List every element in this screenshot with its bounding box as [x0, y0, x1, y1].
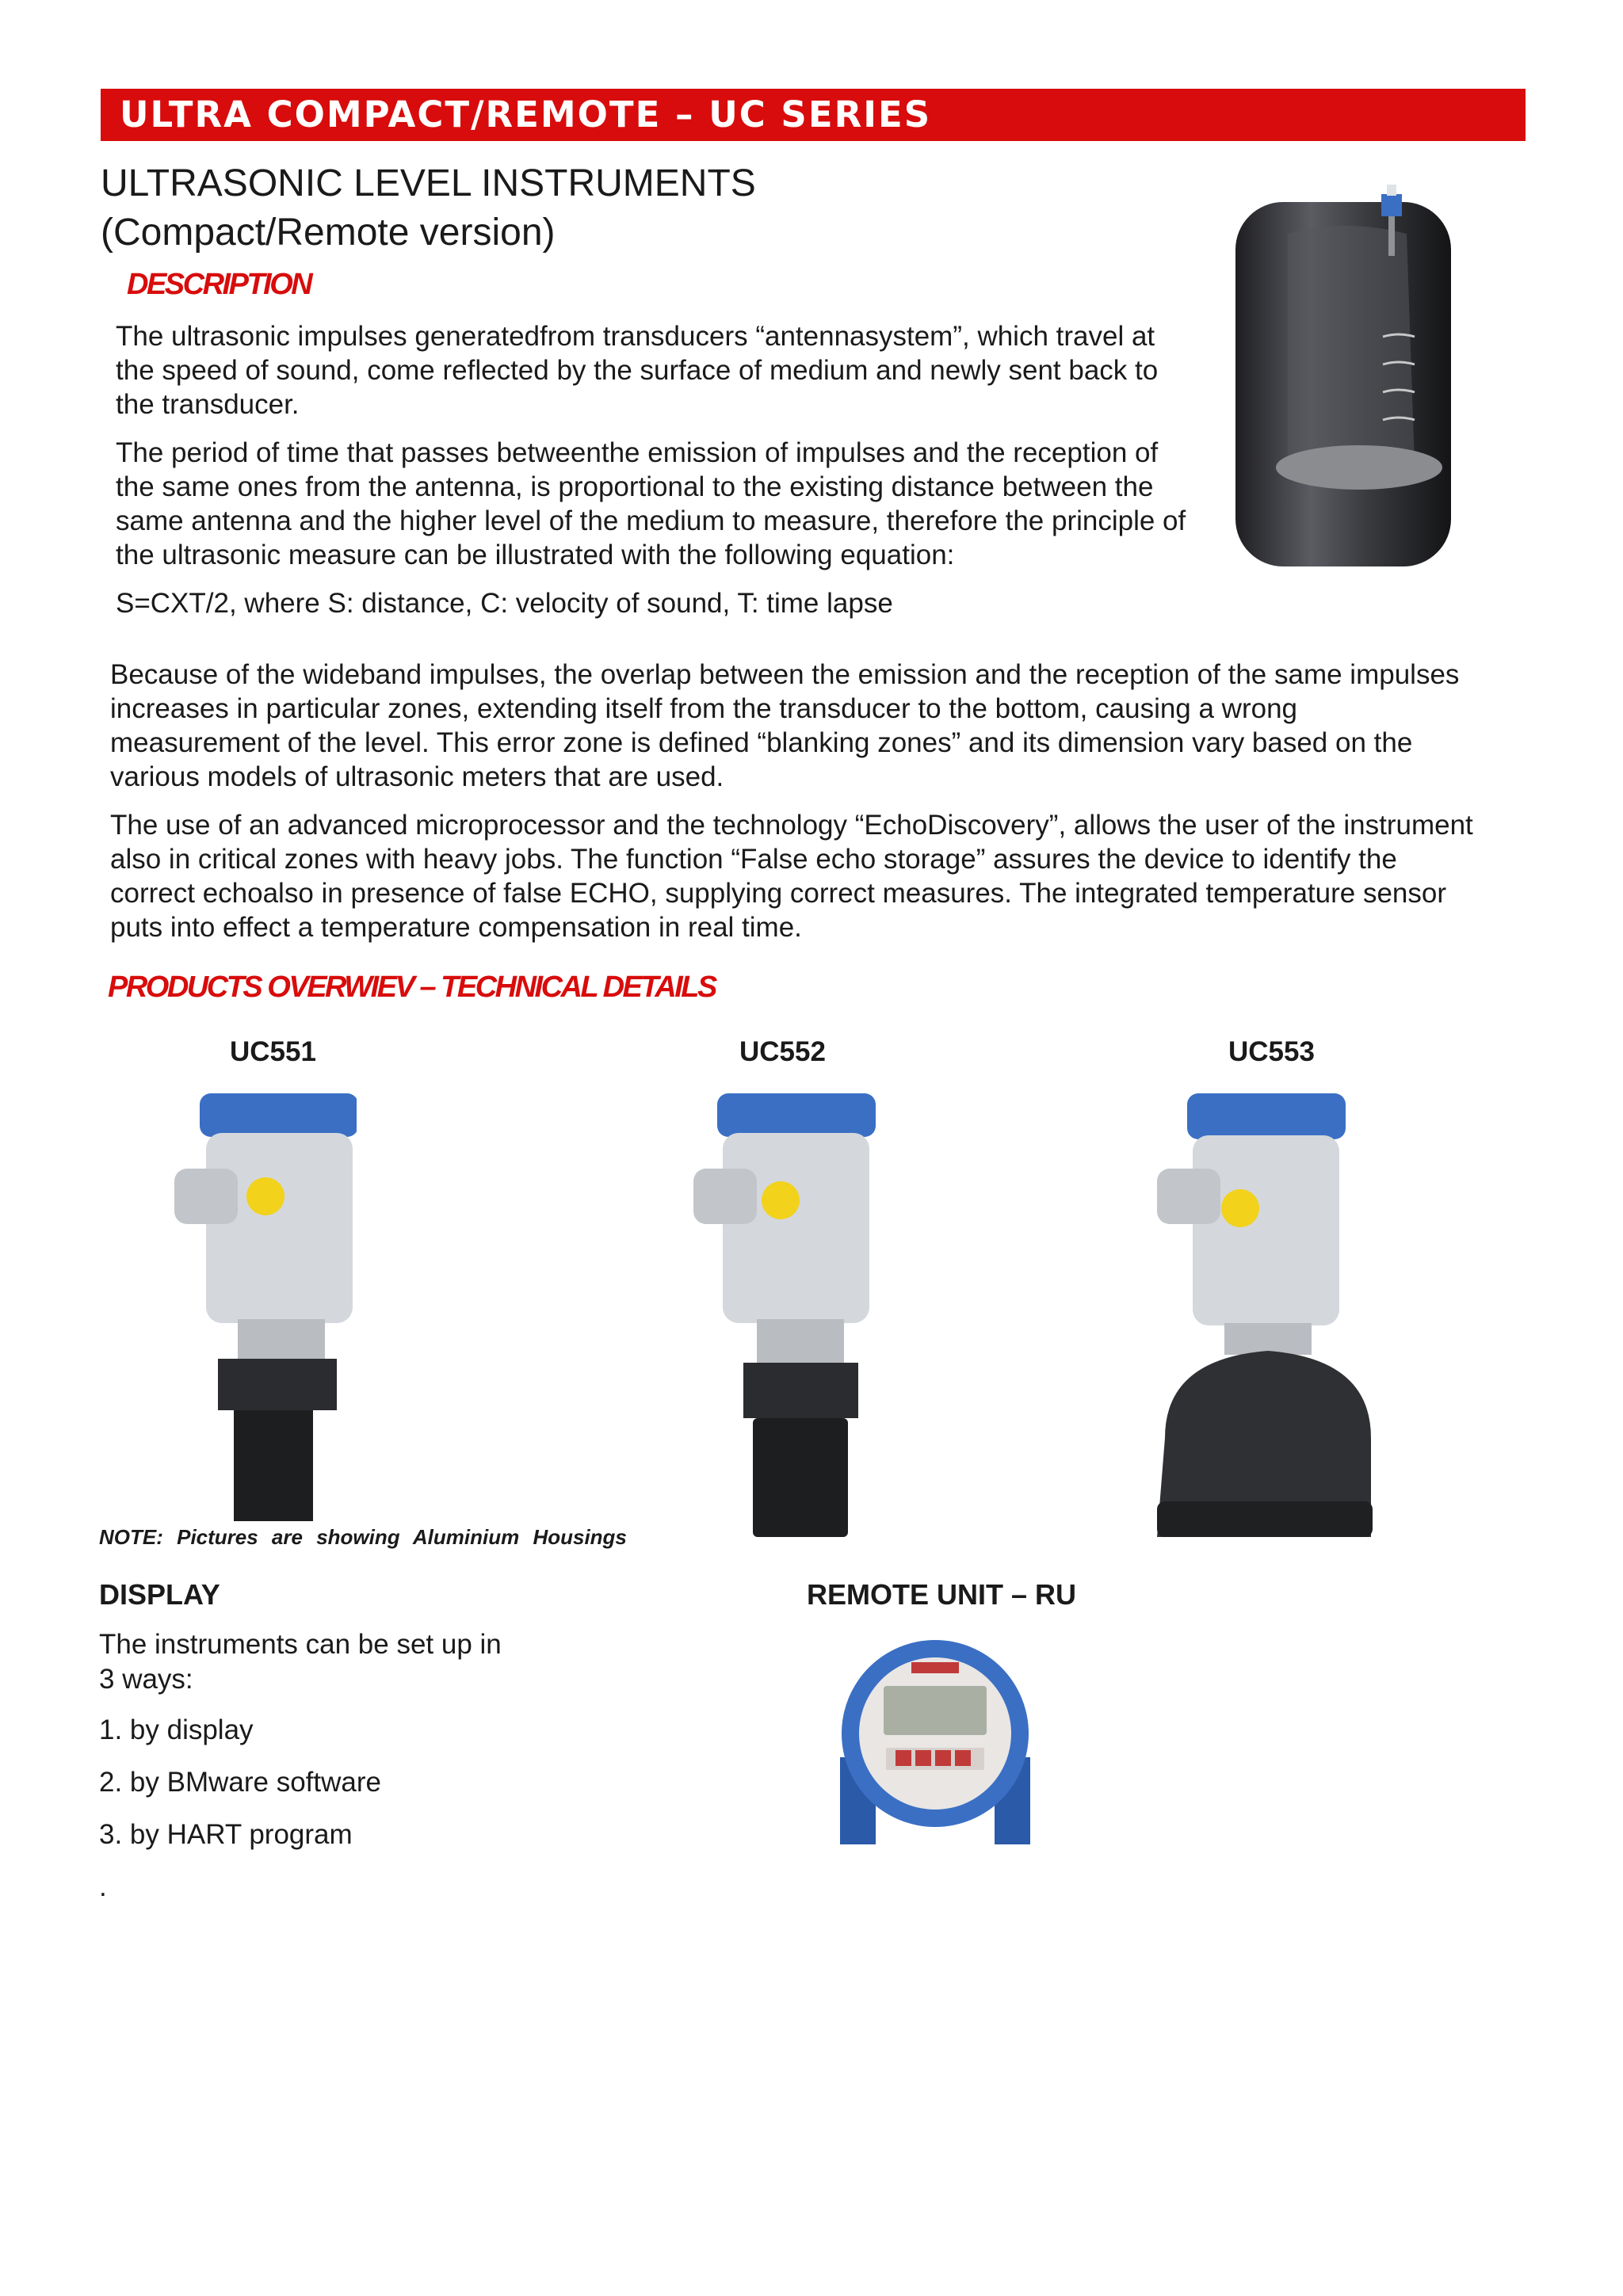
display-intro: The instruments can be set up in 3 ways: — [99, 1629, 502, 1695]
display-heading: DISPLAY — [99, 1578, 220, 1611]
page-title: ULTRASONIC LEVEL INSTRUMENTS — [101, 162, 756, 204]
display-methods-list — [99, 1713, 381, 1922]
model-label-uc552: UC552 — [739, 1036, 826, 1067]
description-paragraph-5: The use of an advanced microprocessor and the technology “EchoDiscovery”, allows the user of the instrument also in critical zones with heavy jobs. The function “False echo storage” assures the device to identify the correct echoalso in presence of false ECHO, supplying correct measures. The integrated temperature sensor puts into effect a temperature compensation in real time. — [110, 810, 1473, 943]
uc553-image — [1117, 1089, 1379, 1541]
display-method-1: 1. by display — [99, 1714, 254, 1745]
page-subtitle: (Compact/Remote version) — [101, 212, 556, 254]
tank-illustration — [1224, 170, 1462, 582]
description-paragraph-4: Because of the wideband impulses, the overlap between the emission and the reception of the same impulses increases in particular zones, extending itself from the transducer to the bottom, causing a wrong measurement of the level. This error zone is defined “blanking zones” and its dimension vary based on the various models of ultrasonic meters that are used. — [110, 659, 1460, 792]
description-heading: DESCRIPTION — [127, 268, 311, 301]
uc552-image — [689, 1089, 888, 1541]
model-label-uc553: UC553 — [1228, 1036, 1315, 1067]
display-method-2: 2. by BMware software — [99, 1767, 381, 1798]
remote-unit-heading: REMOTE UNIT – RU — [807, 1578, 1077, 1611]
pictures-note: NOTE: Pictures are showing Aluminium Housings — [99, 1525, 627, 1549]
display-trailing-dot: . — [99, 1871, 107, 1902]
model-label-uc551: UC551 — [230, 1036, 316, 1067]
series-banner: ULTRA COMPACT/REMOTE – UC SERIES — [101, 89, 1526, 141]
description-equation: S=CXT/2, where S: distance, C: velocity of sound, T: time lapse — [116, 588, 893, 619]
description-paragraph-2: The period of time that passes betweenthe emission of impulses and the reception of the same ones from the antenna, is proportional to the existing distance between the same antenna and the higher level of the medium to measure, therefore the principle of the ultrasonic measure can be illustrated with the following equation: — [116, 437, 1186, 570]
description-text-wide — [110, 658, 1473, 959]
display-method-3: 3. by HART program — [99, 1819, 353, 1850]
remote-unit-image — [816, 1630, 1054, 1844]
uc551-image — [158, 1089, 357, 1521]
description-paragraph-1: The ultrasonic impulses generatedfrom transducers “antennasystem”, which travel at the speed of sound, come reflected by the surface of medium and newly sent back to the transducer. — [116, 321, 1159, 420]
products-heading: PRODUCTS OVERWIEV – TECHNICAL DETAILS — [108, 971, 716, 1004]
description-text — [116, 319, 1193, 635]
